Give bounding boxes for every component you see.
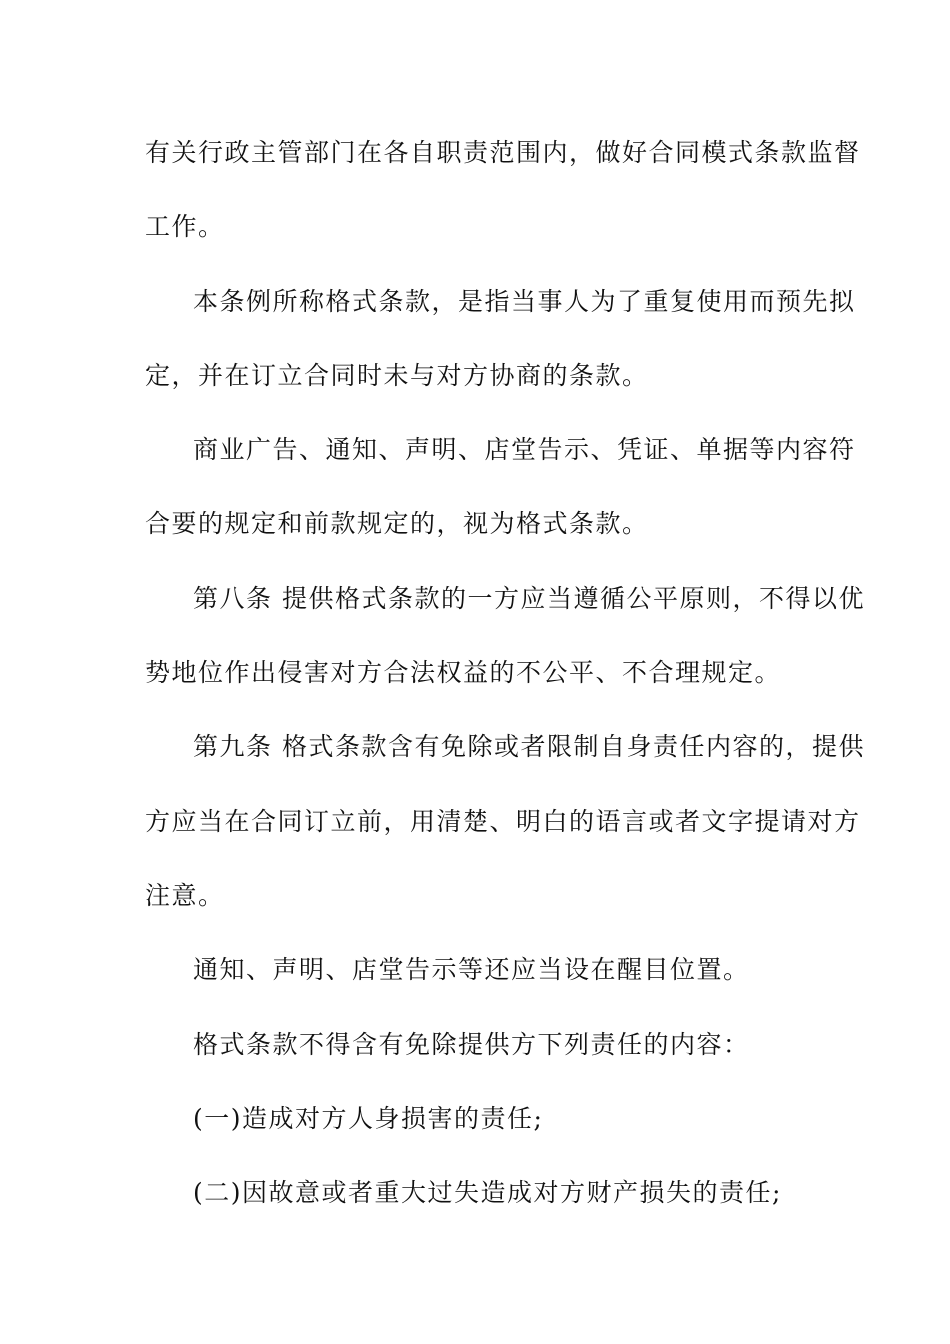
paragraph-line: 方应当在合同订立前，用清楚、明白的语言或者文字提请对方 xyxy=(145,807,861,836)
paragraph-line: 合要的规定和前款规定的，视为格式条款。 xyxy=(145,509,649,538)
paragraph-line: 有关行政主管部门在各自职责范围内，做好合同模式条款监督 xyxy=(145,138,861,167)
list-item: (二)因故意或者重大过失造成对方财产损失的责任; xyxy=(193,1178,782,1207)
paragraph-line: 定，并在订立合同时未与对方协商的条款。 xyxy=(145,361,649,390)
paragraph-line: 本条例所称格式条款，是指当事人为了重复使用而预先拟 xyxy=(193,287,856,316)
paragraph-line: 势地位作出侵害对方合法权益的不公平、不合理规定。 xyxy=(145,658,782,687)
paragraph-line: 通知、声明、店堂告示等还应当设在醒目位置。 xyxy=(193,955,750,984)
paragraph-line: 注意。 xyxy=(145,881,225,910)
paragraph-line: 工作。 xyxy=(145,212,225,241)
paragraph-line: 格式条款不得含有免除提供方下列责任的内容： xyxy=(193,1030,750,1059)
article-heading-line: 第八条 提供格式条款的一方应当遵循公平原则，不得以优 xyxy=(193,584,865,613)
article-heading-line: 第九条 格式条款含有免除或者限制自身责任内容的，提供 xyxy=(193,732,865,761)
list-item: (一)造成对方人身损害的责任; xyxy=(193,1104,544,1133)
paragraph-line: 商业广告、通知、声明、店堂告示、凭证、单据等内容符 xyxy=(193,435,856,464)
